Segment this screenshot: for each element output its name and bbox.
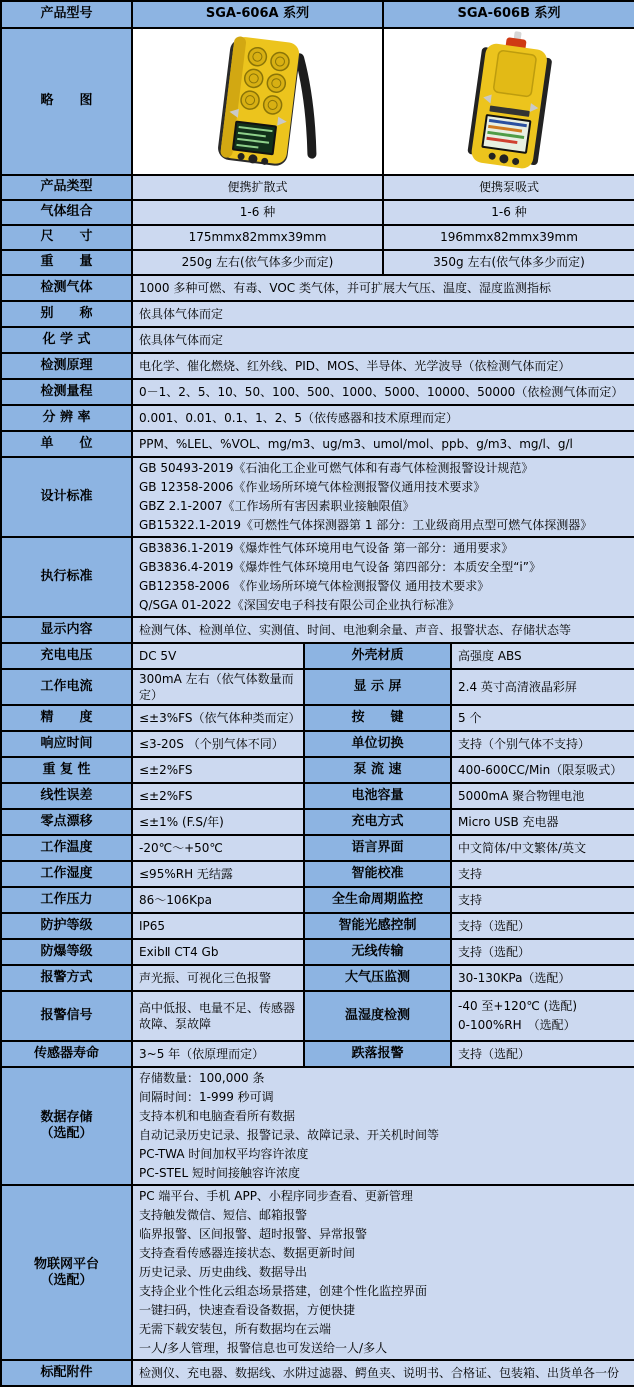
row-value: -20℃～+50℃ — [132, 835, 304, 861]
feature-line: 支持查看传感器连接状态、数据更新时间 — [139, 1246, 356, 1261]
row-value: 3~5 年（依原理而定） — [132, 1041, 304, 1067]
row-label: 重 复 性 — [1, 757, 132, 783]
row-label: 防护等级 — [1, 913, 132, 939]
model-table — [0, 0, 634, 276]
data-storage-label — [1, 1067, 132, 1185]
display-content-label: 显示内容 — [1, 617, 132, 643]
table-row — [1, 705, 634, 731]
table-row — [1, 991, 634, 1041]
row-label: 检测原理 — [1, 353, 132, 379]
design-standard-value — [132, 457, 634, 537]
product-photo-sga606a-cell — [132, 28, 383, 175]
standard-line: GB3836.4-2019《爆炸性气体环境用电气设备 第四部分：本质安全型“i”》 — [139, 560, 541, 574]
value-line: 0-100%RH （选配） — [458, 1018, 576, 1033]
row-label: 智能校准 — [304, 861, 451, 887]
row-label: 线性误差 — [1, 783, 132, 809]
value-a: 便携扩散式 — [132, 175, 383, 200]
row-label: 智能光感控制 — [304, 913, 451, 939]
row-label: 零点漂移 — [1, 809, 132, 835]
table-row — [1, 809, 634, 835]
feature-line: 一人/多人管理，报警信息也可发送给一人/多人 — [139, 1341, 388, 1356]
iot-platform-value — [132, 1185, 634, 1360]
row-value: ≤±1% (F.S/年) — [132, 809, 304, 835]
table-row — [1, 757, 634, 783]
table-row — [1, 1360, 634, 1386]
display-content-value: 检测气体、检测单位、实测值、时间、电池剩余量、声音、报警状态、存储状态等 — [132, 617, 634, 643]
exec-standard-label: 执行标准 — [1, 537, 132, 617]
feature-line: 历史记录、历史曲线、数据导出 — [139, 1265, 308, 1280]
table-row — [1, 1, 634, 28]
table-row — [1, 939, 634, 965]
value-b: 便携泵吸式 — [383, 175, 634, 200]
row-value: 30-130KPa（选配） — [451, 965, 634, 991]
row-label: 充电方式 — [304, 809, 451, 835]
row-value: IP65 — [132, 913, 304, 939]
row-value: ≤95%RH 无结露 — [132, 861, 304, 887]
row-label: 尺 寸 — [1, 225, 132, 250]
value-a: 175mmx82mmx39mm — [132, 225, 383, 250]
row-value: 0－1、2、5、10、50、100、500、1000、5000、10000、50000（依检测气体而定） — [132, 379, 634, 405]
table-row — [1, 275, 634, 301]
row-value: ≤3-20S （个别气体不同） — [132, 731, 304, 757]
sketch-label: 略 图 — [1, 28, 132, 175]
row-value: 1000 多种可燃、有毒、VOC 类气体，并可扩展大气压、温度、湿度监测指标 — [132, 275, 634, 301]
row-value: Micro USB 充电器 — [451, 809, 634, 835]
row-value: DC 5V — [132, 643, 304, 669]
value-a: 250g 左右(依气体多少而定) — [132, 250, 383, 275]
row-label: 泵 流 速 — [304, 757, 451, 783]
table-row — [1, 431, 634, 457]
standard-line: GB 50493-2019《石油化工企业可燃气体和有毒气体检测报警设计规范》 — [139, 461, 534, 475]
table-row — [1, 783, 634, 809]
row-value: 86～106Kpa — [132, 887, 304, 913]
value-b: 350g 左右(依气体多少而定) — [383, 250, 634, 275]
standard-line: GB15322.1-2019《可燃性气体探测器第 1 部分：工业级商用点型可燃气体探测器》 — [139, 518, 593, 532]
accessories-label: 标配附件 — [1, 1360, 132, 1386]
feature-line: PC 端平台、手机 APP、小程序同步查看、更新管理 — [139, 1189, 413, 1204]
table-row — [1, 28, 634, 175]
row-label: 外壳材质 — [304, 643, 451, 669]
feature-line: PC-STEL 短时间接触容许浓度 — [139, 1166, 300, 1181]
table-row — [1, 643, 634, 669]
row-label: 检测量程 — [1, 379, 132, 405]
feature-line: 支持本机和电脑查看所有数据 — [139, 1109, 296, 1124]
row-label: 语言界面 — [304, 835, 451, 861]
standard-line: GBZ 2.1-2007《工作场所有害因素职业接触限值》 — [139, 499, 415, 513]
row-value: 支持 — [451, 887, 634, 913]
row-label: 工作电流 — [1, 669, 132, 705]
row-value: ≤±3%FS（依气体种类而定） — [132, 705, 304, 731]
table-row — [1, 965, 634, 991]
row-label: 产品类型 — [1, 175, 132, 200]
row-value: ≤±2%FS — [132, 783, 304, 809]
row-label: 单 位 — [1, 431, 132, 457]
standard-line: Q/SGA 01-2022《深国安电子科技有限公司企业执行标准》 — [139, 598, 460, 612]
iot-platform-label — [1, 1185, 132, 1360]
row-value: 中文简体/中文繁体/英文 — [451, 835, 634, 861]
feature-line: 支持企业个性化云组态场景搭建，创建个性化监控界面 — [139, 1284, 428, 1299]
label-line: （选配） — [40, 1272, 93, 1288]
row-value: 400-600CC/Min（限泵吸式） — [451, 757, 634, 783]
row-value — [451, 991, 634, 1041]
row-label: 精 度 — [1, 705, 132, 731]
value-b: 196mmx82mmx39mm — [383, 225, 634, 250]
feature-line: 自动记录历史记录、报警记录、故障记录、开关机时间等 — [139, 1128, 440, 1143]
row-label: 传感器寿命 — [1, 1041, 132, 1067]
header-product-model: 产品型号 — [1, 1, 132, 28]
row-label: 报警信号 — [1, 991, 132, 1041]
table-row — [1, 1067, 634, 1185]
table-row — [1, 1185, 634, 1360]
row-label: 跌落报警 — [304, 1041, 451, 1067]
row-value: 2.4 英寸高清液晶彩屏 — [451, 669, 634, 705]
table-row — [1, 835, 634, 861]
feature-line: 间隔时间：1-999 秒可调 — [139, 1090, 274, 1105]
label-line: 数据存储 — [40, 1110, 93, 1126]
row-label: 报警方式 — [1, 965, 132, 991]
table-row — [1, 617, 634, 643]
feature-line: 存储数量：100,000 条 — [139, 1071, 265, 1086]
table-row — [1, 731, 634, 757]
row-value: 声光振、可视化三色报警 — [132, 965, 304, 991]
row-value: 5 个 — [451, 705, 634, 731]
header-model-a: SGA-606A 系列 — [132, 1, 383, 28]
table-row — [1, 537, 634, 617]
row-label: 化 学 式 — [1, 327, 132, 353]
feature-line: 临界报警、区间报警、超时报警、异常报警 — [139, 1227, 368, 1242]
feature-line: 一键扫码，快速查看设备数据，方便快捷 — [139, 1303, 356, 1318]
row-label: 按 键 — [304, 705, 451, 731]
design-standard-label: 设计标准 — [1, 457, 132, 537]
table-row — [1, 887, 634, 913]
gas-detector-pump-image — [385, 31, 633, 172]
footer-table — [0, 1066, 634, 1387]
value-line: -40 至+120℃ (选配) — [458, 999, 578, 1014]
row-label: 大气压监测 — [304, 965, 451, 991]
table-row — [1, 225, 634, 250]
row-label: 响应时间 — [1, 731, 132, 757]
row-label: 分 辨 率 — [1, 405, 132, 431]
row-value: 0.001、0.01、0.1、1、2、5（依传感器和技术原理而定） — [132, 405, 634, 431]
row-value: 支持（选配） — [451, 939, 634, 965]
feature-line: 无需下载安装包，所有数据均在云端 — [139, 1322, 332, 1337]
row-label: 无线传输 — [304, 939, 451, 965]
row-value: 支持（选配） — [451, 1041, 634, 1067]
value-a: 1-6 种 — [132, 200, 383, 225]
exec-standard-value — [132, 537, 634, 617]
row-value: 高强度 ABS — [451, 643, 634, 669]
row-value: PPM、%LEL、%VOL、mg/m3、ug/m3、umol/mol、ppb、g/m3、mg/l、g/l — [132, 431, 634, 457]
row-label: 工作温度 — [1, 835, 132, 861]
row-label: 显 示 屏 — [304, 669, 451, 705]
row-value: ≤±2%FS — [132, 757, 304, 783]
row-label: 检测气体 — [1, 275, 132, 301]
table-row — [1, 175, 634, 200]
value-b: 1-6 种 — [383, 200, 634, 225]
table-row — [1, 669, 634, 705]
gas-detector-diffusion-image — [134, 31, 381, 172]
row-label: 全生命周期监控 — [304, 887, 451, 913]
row-value: 高中低报、电量不足、传感器故障、泵故障 — [132, 991, 304, 1041]
row-value: ExibⅡ CT4 Gb — [132, 939, 304, 965]
table-row — [1, 353, 634, 379]
table-row — [1, 250, 634, 275]
data-storage-value — [132, 1067, 634, 1185]
row-value: 依具体气体而定 — [132, 327, 634, 353]
table-row — [1, 913, 634, 939]
row-label: 气体组合 — [1, 200, 132, 225]
table-row — [1, 327, 634, 353]
row-label: 工作压力 — [1, 887, 132, 913]
row-label: 温湿度检测 — [304, 991, 451, 1041]
row-value: 5000mA 聚合物锂电池 — [451, 783, 634, 809]
table-row — [1, 200, 634, 225]
header-model-b: SGA-606B 系列 — [383, 1, 634, 28]
table-row — [1, 379, 634, 405]
row-label: 别 称 — [1, 301, 132, 327]
accessories-value: 检测仪、充电器、数据线、水阱过滤器、鳄鱼夹、说明书、合格证、包装箱、出货单各一份 — [132, 1360, 634, 1386]
table-row — [1, 301, 634, 327]
row-label: 充电电压 — [1, 643, 132, 669]
row-value: 支持（选配） — [451, 913, 634, 939]
feature-line: 支持触发微信、短信、邮箱报警 — [139, 1208, 308, 1223]
feature-line: PC-TWA 时间加权平均容许浓度 — [139, 1147, 309, 1162]
row-label: 工作湿度 — [1, 861, 132, 887]
table-row — [1, 861, 634, 887]
table-row — [1, 405, 634, 431]
table-row — [1, 457, 634, 537]
label-line: 物联网平台 — [33, 1256, 99, 1272]
row-label: 重 量 — [1, 250, 132, 275]
standard-line: GB12358-2006 《作业场所环境气体检测报警仪 通用技术要求》 — [139, 579, 490, 593]
label-line: （选配） — [40, 1126, 93, 1142]
standard-line: GB3836.1-2019《爆炸性气体环境用电气设备 第一部分：通用要求》 — [139, 541, 514, 555]
table-row — [1, 1041, 634, 1067]
row-label: 单位切换 — [304, 731, 451, 757]
row-label: 电池容量 — [304, 783, 451, 809]
row-value: 支持 — [451, 861, 634, 887]
standard-line: GB 12358-2006《作业场所环境气体检测报警仪通用技术要求》 — [139, 480, 486, 494]
row-value: 电化学、催化燃烧、红外线、PID、MOS、半导体、光学波导（依检测气体而定） — [132, 353, 634, 379]
paired-spec-table — [0, 642, 634, 1068]
row-label: 防爆等级 — [1, 939, 132, 965]
row-value: 依具体气体而定 — [132, 301, 634, 327]
product-photo-sga606b-cell — [383, 28, 634, 175]
row-value: 支持（个别气体不支持） — [451, 731, 634, 757]
row-value: 300mA 左右（依气体数量而定） — [132, 669, 304, 705]
general-spec-table — [0, 274, 634, 644]
